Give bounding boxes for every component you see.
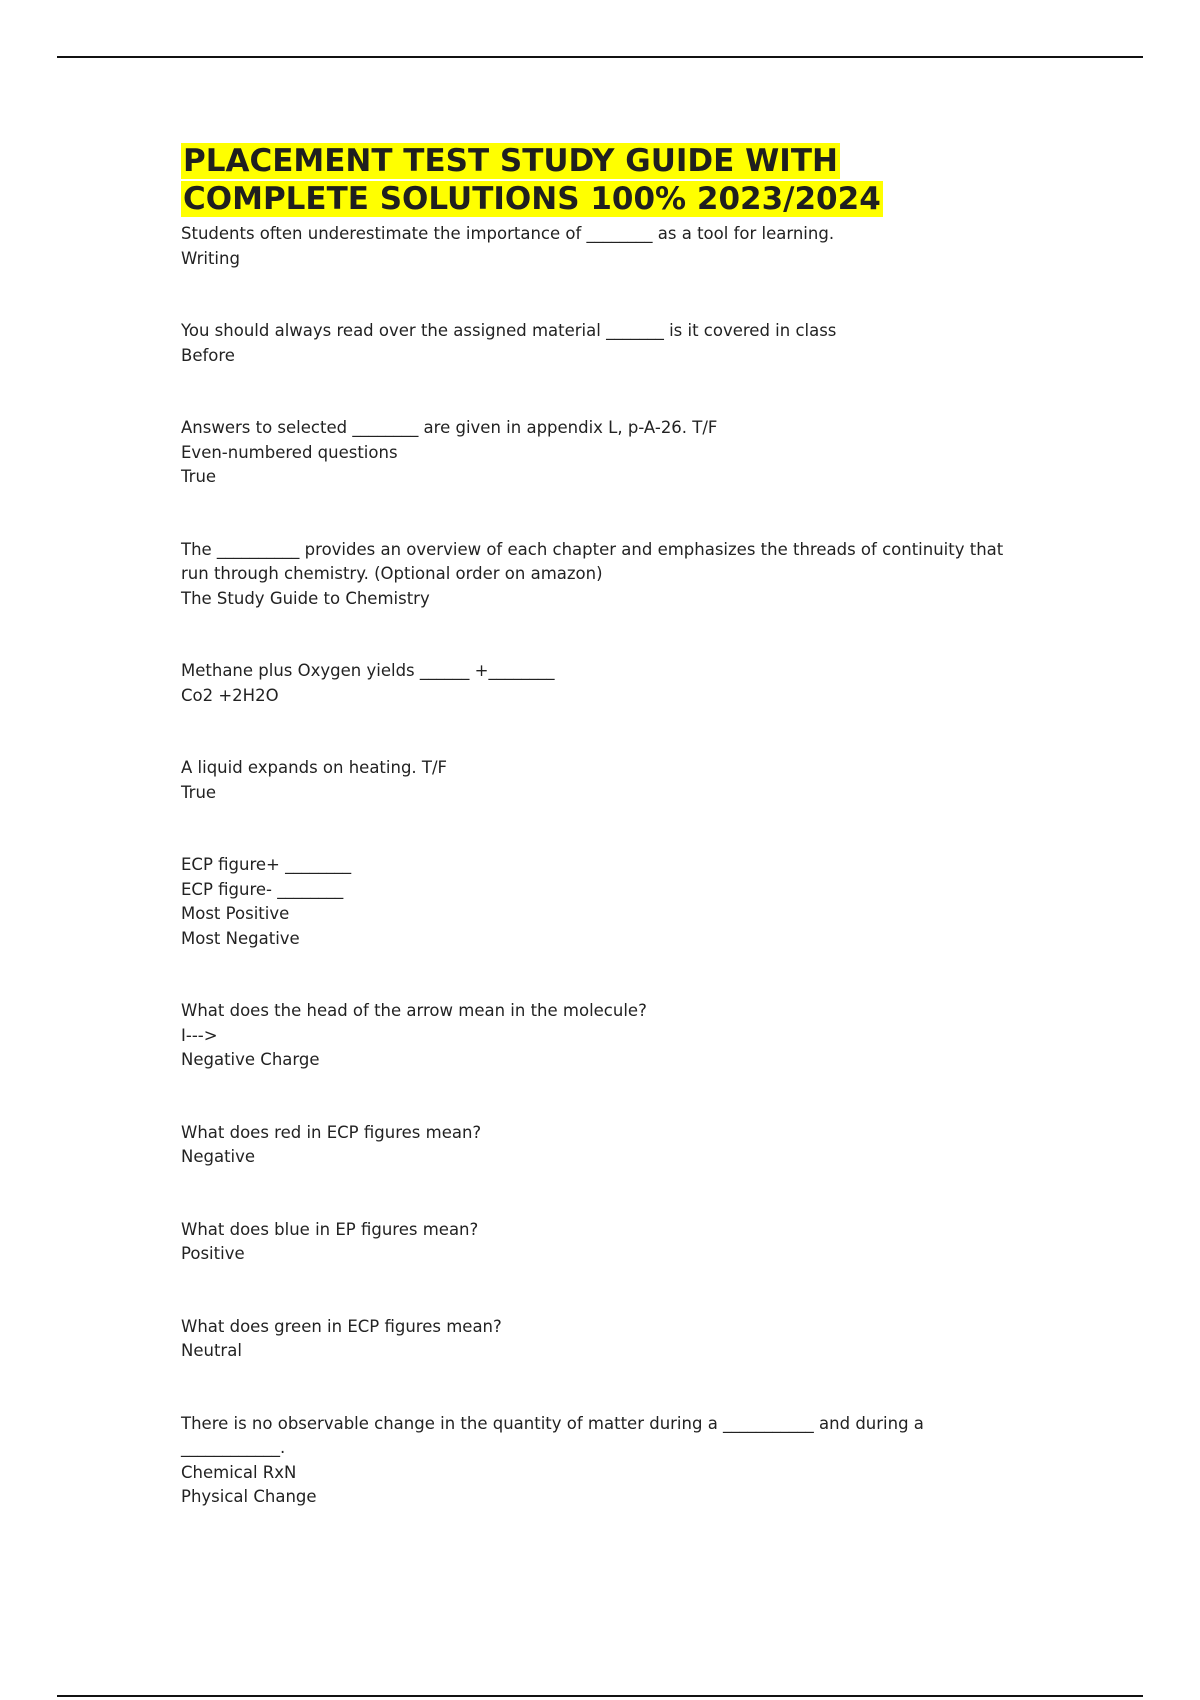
qa-item xyxy=(181,1412,1081,1510)
qa-item xyxy=(181,222,1081,271)
question-text: Answers to selected ________ are given in appendix L, p-A-26. T/F xyxy=(181,418,718,437)
qa-item xyxy=(181,999,1081,1073)
question-text: What does red in ECP figures mean? xyxy=(181,1122,482,1142)
question-text: A liquid expands on heating. T/F xyxy=(181,758,448,777)
question-text: What does the head of the arrow mean in the molecule? xyxy=(181,1001,647,1020)
document-title xyxy=(181,142,1081,218)
document-body xyxy=(181,142,1081,1510)
answer-text: Most Positive xyxy=(181,904,290,923)
answer-text: Co2 +2H2O xyxy=(181,685,279,705)
answer-text: Writing xyxy=(181,248,240,268)
qa-item xyxy=(181,659,1081,708)
answer-text: Positive xyxy=(181,1244,245,1263)
title-line-2: COMPLETE SOLUTIONS 100% 2023/2024 xyxy=(183,181,881,217)
top-rule xyxy=(57,56,1143,58)
question-text: ECP figure+ ________ xyxy=(181,855,352,874)
qa-item xyxy=(181,538,1081,612)
answer-text: Even-numbered questions xyxy=(181,442,398,462)
question-text: The __________ provides an overview of each chapter and emphasizes the threads of continuity that xyxy=(181,539,1004,559)
qa-list xyxy=(181,222,1081,1510)
answer-text: True xyxy=(181,467,217,486)
question-text: run through chemistry. (Optional order on amazon) xyxy=(181,564,603,583)
question-text: Methane plus Oxygen yields ______ +________ xyxy=(181,661,555,680)
question-text: ECP figure- ________ xyxy=(181,879,344,899)
question-text: What does blue in EP figures mean? xyxy=(181,1219,479,1239)
answer-text: The Study Guide to Chemistry xyxy=(181,588,430,608)
qa-item xyxy=(181,1121,1081,1170)
question-text: You should always read over the assigned material _______ is it covered in class xyxy=(181,321,837,340)
answer-text: Neutral xyxy=(181,1341,242,1360)
question-text: Students often underestimate the importance of ________ as a tool for learning. xyxy=(181,224,835,243)
answer-text: Physical Change xyxy=(181,1487,317,1506)
answer-text: Chemical RxN xyxy=(181,1462,297,1482)
answer-text: Most Negative xyxy=(181,928,300,948)
answer-text: Negative xyxy=(181,1147,256,1166)
qa-item xyxy=(181,319,1081,368)
qa-item xyxy=(181,1315,1081,1364)
question-text: There is no observable change in the quantity of matter during a ___________ and during a xyxy=(181,1413,924,1433)
title-line-1: PLACEMENT TEST STUDY GUIDE WITH xyxy=(183,143,838,179)
qa-item xyxy=(181,416,1081,490)
answer-text: Negative Charge xyxy=(181,1050,320,1069)
bottom-rule xyxy=(57,1695,1143,1697)
qa-item xyxy=(181,756,1081,805)
question-text: What does green in ECP figures mean? xyxy=(181,1316,502,1336)
answer-text: True xyxy=(181,782,217,802)
qa-item xyxy=(181,853,1081,951)
qa-item xyxy=(181,1218,1081,1267)
question-text: I---> xyxy=(181,1025,218,1045)
question-text: ____________. xyxy=(181,1438,286,1457)
answer-text: Before xyxy=(181,345,235,365)
